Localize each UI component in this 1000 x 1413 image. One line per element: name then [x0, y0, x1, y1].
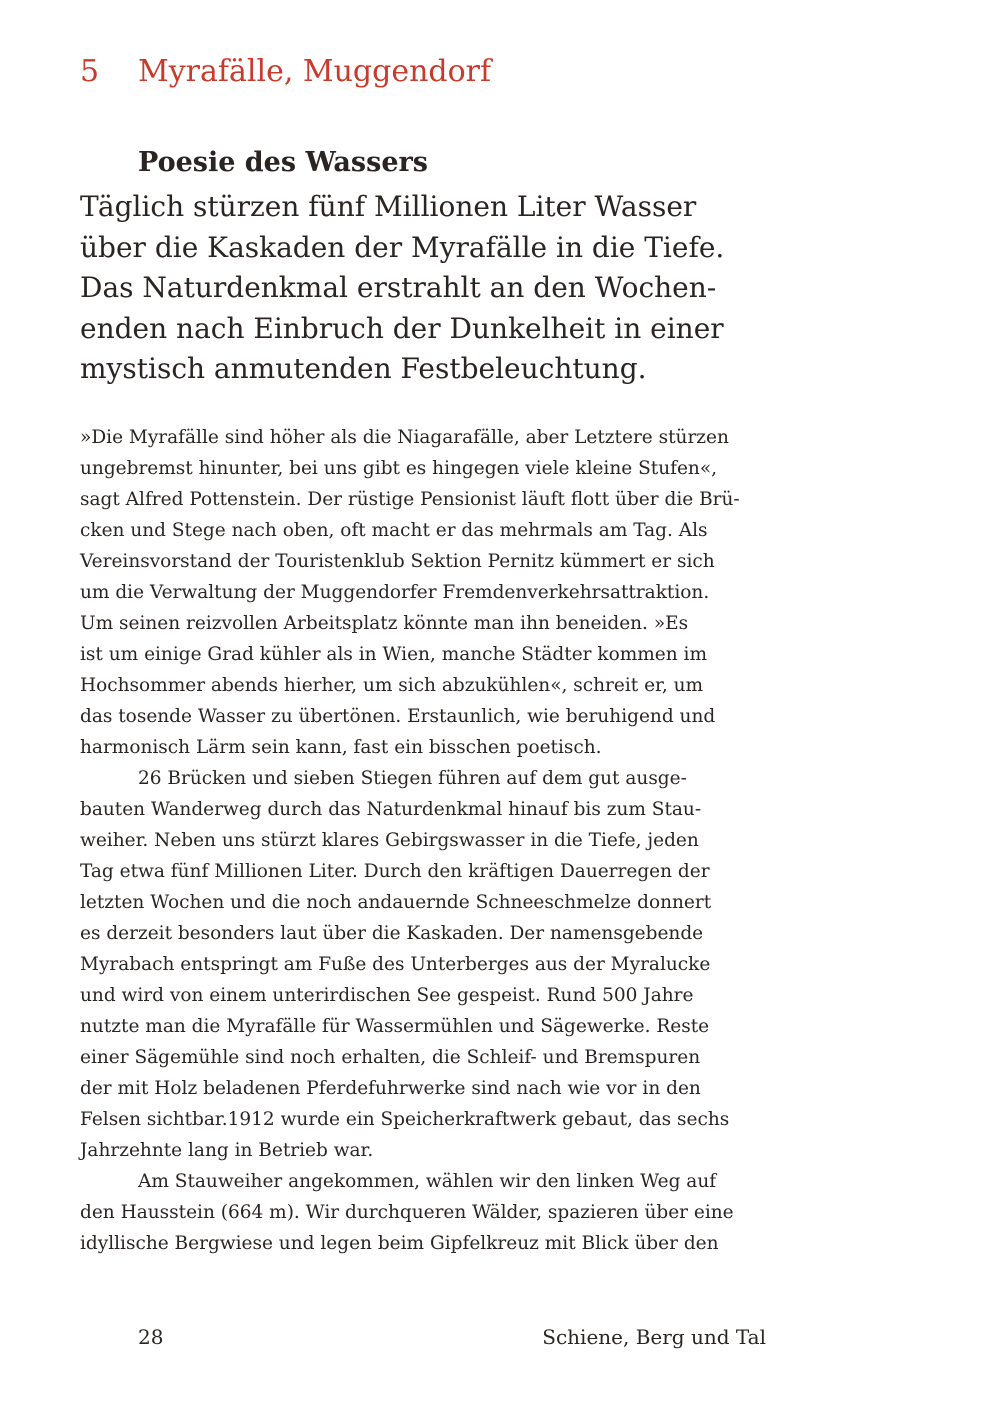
body-line: sagt Alfred Pottenstein. Der rüstige Pensionist läuft flott über die Brü-	[80, 489, 740, 510]
body-line: Tag etwa fünf Millionen Liter. Durch den kräftigen Dauerregen der	[80, 861, 710, 882]
body-line: Felsen sichtbar.1912 wurde ein Speicherkraftwerk gebaut, das sechs	[80, 1109, 730, 1130]
running-footer-title: Schiene, Berg und Tal	[542, 1325, 766, 1349]
body-line: cken und Stege nach oben, oft macht er das mehrmals am Tag. Als	[80, 520, 708, 541]
lead-line: enden nach Einbruch der Dunkelheit in einer	[80, 311, 724, 345]
body-line: »Die Myrafälle sind höher als die Niagarafälle, aber Letztere stürzen	[80, 427, 729, 448]
lead-line: Das Naturdenkmal erstrahlt an den Wochen-	[80, 271, 717, 304]
body-line: Am Stauweiher angekommen, wählen wir den linken Weg auf	[138, 1171, 717, 1192]
body-line: Myrabach entspringt am Fuße des Unterberges aus der Myralucke	[80, 954, 711, 975]
lead-line: mystisch anmutenden Festbeleuchtung.	[80, 352, 647, 385]
lead-line: über die Kaskaden der Myrafälle in die Tiefe.	[80, 230, 725, 264]
body-text	[80, 422, 770, 1259]
body-line: weiher. Neben uns stürzt klares Gebirgswasser in die Tiefe, jeden	[80, 830, 699, 851]
lead-paragraph	[80, 187, 770, 390]
body-line: Hochsommer abends hierher, um sich abzukühlen«, schreit er, um	[80, 675, 704, 696]
body-line: Um seinen reizvollen Arbeitsplatz könnte man ihn beneiden. »Es	[80, 613, 689, 634]
lead-line: Täglich stürzen fünf Millionen Liter Wasser	[80, 190, 697, 223]
body-line: ist um einige Grad kühler als in Wien, manche Städter kommen im	[80, 644, 708, 665]
body-line: 26 Brücken und sieben Stiegen führen auf dem gut ausge-	[138, 768, 687, 789]
chapter-title: Myrafälle, Muggendorf	[138, 54, 492, 89]
body-line: harmonisch Lärm sein kann, fast ein bisschen poetisch.	[80, 737, 602, 758]
body-line: letzten Wochen und die noch andauernde Schneeschmelze donnert	[80, 892, 712, 913]
body-line: ungebremst hinunter, bei uns gibt es hingegen viele kleine Stufen«,	[80, 458, 718, 479]
body-line: nutzte man die Myrafälle für Wassermühlen und Sägewerke. Reste	[80, 1016, 710, 1037]
body-line: einer Sägemühle sind noch erhalten, die Schleif- und Bremspuren	[80, 1047, 701, 1068]
body-line: bauten Wanderweg durch das Naturdenkmal hinauf bis zum Stau-	[80, 799, 702, 820]
body-line: Vereinsvorstand der Touristenklub Sektion Pernitz kümmert er sich	[80, 551, 715, 572]
body-line: es derzeit besonders laut über die Kaskaden. Der namensgebende	[80, 923, 704, 944]
section-subtitle: Poesie des Wassers	[138, 147, 428, 178]
page-number: 28	[138, 1325, 164, 1349]
body-line: Jahrzehnte lang in Betrieb war.	[80, 1140, 374, 1161]
body-line: das tosende Wasser zu übertönen. Erstaunlich, wie beruhigend und	[80, 706, 716, 727]
body-line: idyllische Bergwiese und legen beim Gipfelkreuz mit Blick über den	[80, 1233, 719, 1254]
chapter-number: 5	[80, 54, 100, 89]
body-line: den Hausstein (664 m). Wir durchqueren Wälder, spazieren über eine	[80, 1202, 734, 1223]
chapter-heading	[80, 52, 780, 92]
body-line: um die Verwaltung der Muggendorfer Fremdenverkehrsattraktion.	[80, 582, 710, 603]
body-line: der mit Holz beladenen Pferdefuhrwerke sind nach wie vor in den	[80, 1078, 701, 1099]
body-line: und wird von einem unterirdischen See gespeist. Rund 500 Jahre	[80, 985, 694, 1006]
